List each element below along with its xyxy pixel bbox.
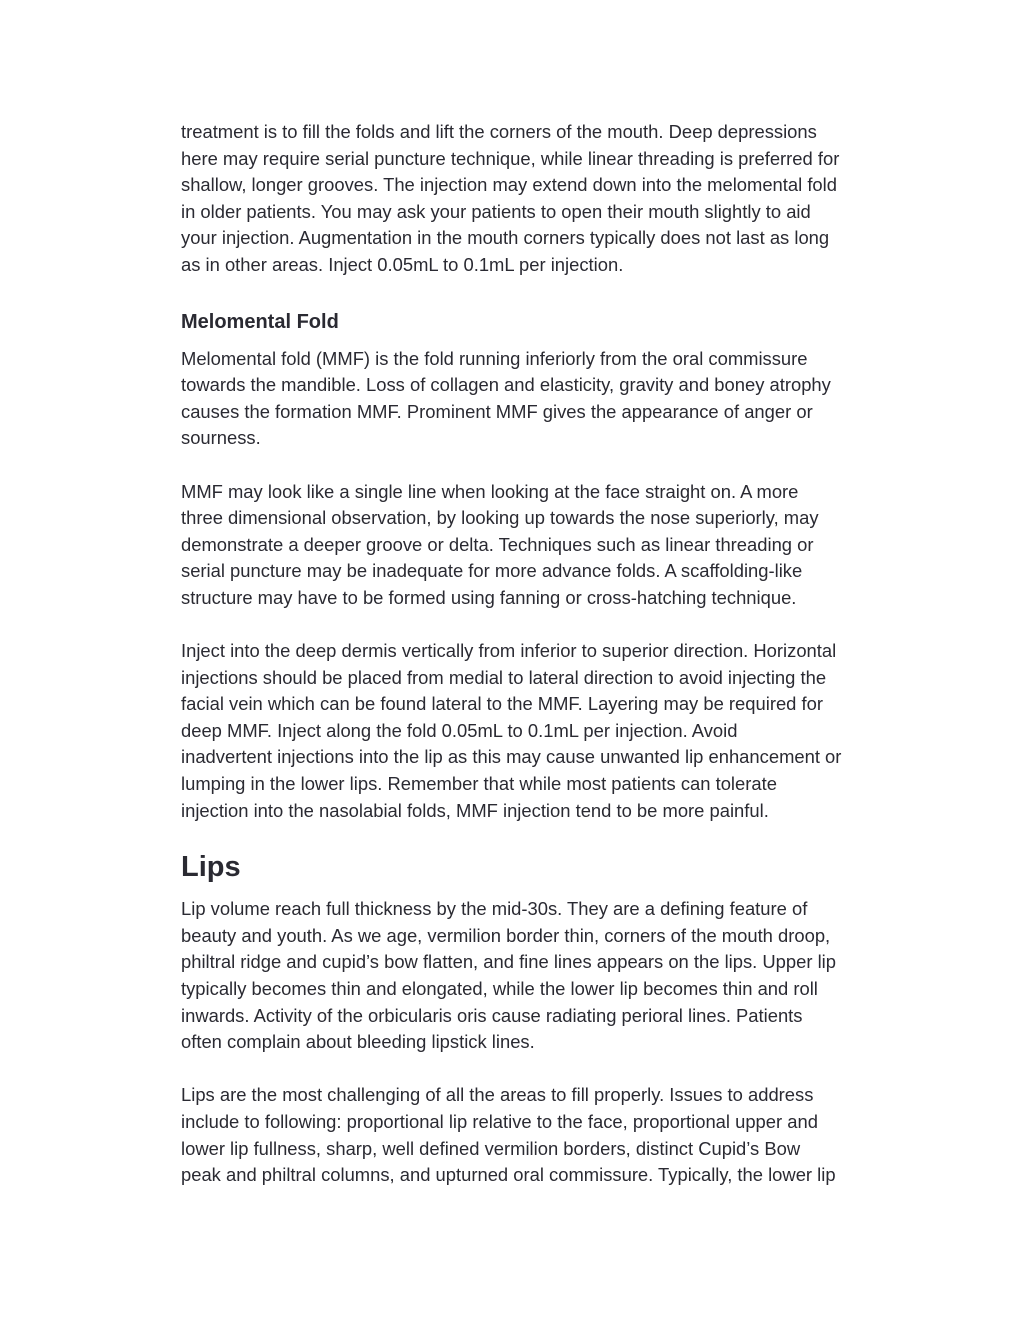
heading-melomental-fold: Melomental Fold [181,310,339,333]
paragraph-mouth-corners: treatment is to fill the folds and lift the corners of the mouth. Deep depressions here may require serial puncture technique, while linear threading is preferred for shallow, longer grooves. The injection may extend down into the melomental fold in older patients. You may ask your patients to open their mouth slightly to aid your injection. Augmentation in the mouth corners typically does not last as long as in other areas. Inject 0.05mL to 0.1mL per injection. [181,121,840,275]
paragraph-lips-aging: Lip volume reach full thickness by the mid-30s. They are a defining feature of beauty and youth. As we age, vermilion border thin, corners of the mouth droop, philtral ridge and cupid’s bow flatten, and fine lines appears on the lips. Upper lip typically becomes thin and elongated, while the lower lip becomes thin and roll inwards. Activity of the orbicularis oris cause radiating perioral lines. Patients often complain about bleeding lipstick lines. [181,898,836,1053]
paragraph-spacer [181,612,921,639]
paragraph-spacer [181,452,921,479]
paragraph-mmf-injection: Inject into the deep dermis vertically from inferior to superior direction. Horizontal injections should be placed from medial to lateral direction to avoid injecting the facial vein which can be found lateral to the MMF. Layering may be required for deep MMF. Inject along the fold 0.05mL to 0.1mL per injection. Avoid inadvertent injections into the lip as this may cause unwanted lip enhancement or lumping in the lower lips. Remember that while most patients can tolerate injection into the nasolabial folds, MMF injection tend to be more painful. [181,640,842,821]
document-page [181,119,921,1189]
paragraph-mmf-definition: Melomental fold (MMF) is the fold running inferiorly from the oral commissure towards the mandible. Loss of collagen and elasticity, gravity and boney atrophy causes the formation MMF. Prominent MMF gives the appearance of anger or sourness. [181,347,831,449]
paragraph-spacer [181,1056,921,1083]
heading-lips: Lips [181,851,241,884]
paragraph-mmf-observation: MMF may look like a single line when looking at the face straight on. A more three dimensional observation, by looking up towards the nose superiorly, may demonstrate a deeper groove or delta. Techniques such as linear threading or serial puncture may be inadequate for more advance folds. A scaffolding-like structure may have to be formed using fanning or cross-hatching technique. [181,480,819,608]
paragraph-lips-challenges: Lips are the most challenging of all the areas to fill properly. Issues to address include to following: proportional lip relative to the face, proportional upper and lower lip fullness, sharp, well defined vermilion borders, distinct Cupid’s Bow peak and philtral columns, and upturned oral commissure. Typically, the lower lip [181,1084,836,1186]
